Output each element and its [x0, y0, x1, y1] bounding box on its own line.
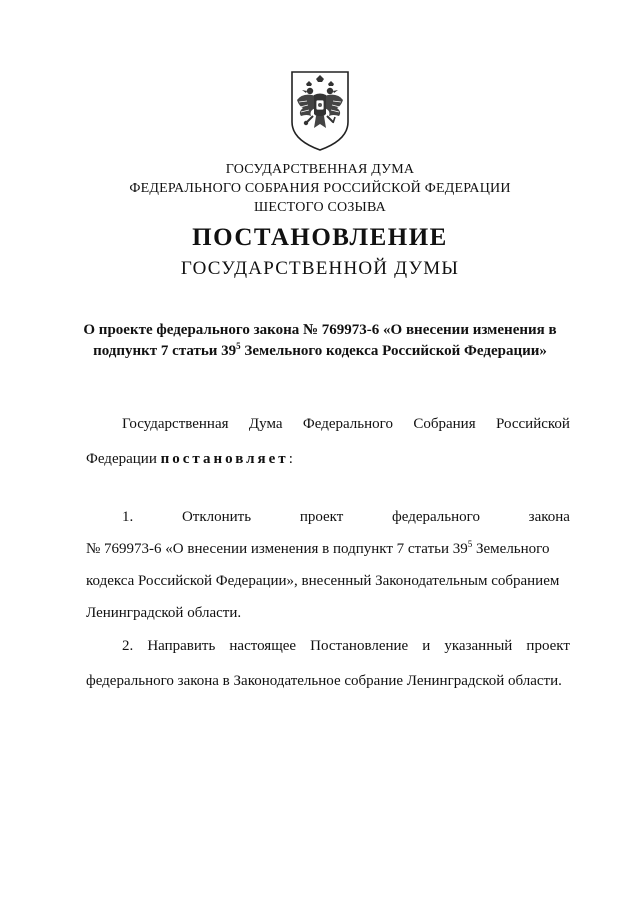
- double-headed-eagle-icon: [289, 70, 351, 152]
- subject-line-1: О проекте федерального закона № 769973-6 «О внесении изменения в: [83, 322, 557, 338]
- item-1-line-1: [122, 509, 570, 526]
- item-1-line-2: [86, 541, 570, 558]
- issuer-header: [0, 160, 640, 217]
- item-1-word: федерального: [392, 509, 480, 525]
- item-2-word: Направить: [147, 638, 216, 654]
- item-2-line-1: [122, 638, 570, 655]
- item-2-line-2: федерального закона в Законодательное собрание Ленинградской области.: [86, 673, 562, 689]
- item-2-word: Постановление: [310, 638, 409, 654]
- item-1-word: Отклонить: [181, 509, 252, 525]
- item-1-superscript: 5: [467, 539, 473, 549]
- item-2-word: указанный: [444, 638, 513, 654]
- header-line-state-duma: ГОСУДАРСТВЕННАЯ ДУМА: [225, 162, 415, 177]
- preamble-line-1: [122, 416, 570, 433]
- item-2-word: проект: [526, 638, 570, 654]
- item-2-word: настоящее: [229, 638, 297, 654]
- item-1-word: проект: [299, 509, 344, 525]
- subject-text-b: Земельного кодекса Российской Федерации»: [240, 343, 547, 359]
- resolution-subject: [60, 320, 580, 362]
- preamble-word: Государственная: [122, 416, 229, 432]
- item-1-text-b: Земельного: [472, 541, 550, 557]
- decree-verb: постановляет: [160, 451, 289, 467]
- preamble-word: Собрания: [413, 416, 476, 432]
- preamble-line-2: [86, 451, 570, 468]
- document-subtitle: ГОСУДАРСТВЕННОЙ ДУМЫ: [180, 258, 460, 279]
- preamble-colon: :: [288, 451, 293, 467]
- item-1-text-a: № 769973-6 «О внесении изменения в подпункт 7 статьи 39: [86, 541, 468, 557]
- subject-text-a: подпункт 7 статьи 39: [93, 343, 237, 359]
- item-1-line-4: Ленинградской области.: [86, 605, 242, 621]
- preamble-word: Дума: [248, 416, 283, 432]
- header-line-federal-assembly: ФЕДЕРАЛЬНОГО СОБРАНИЯ РОССИЙСКОЙ ФЕДЕРАЦИИ: [129, 181, 511, 196]
- preamble-word: Федерального: [302, 416, 393, 432]
- item-1-word: 1.: [122, 509, 134, 525]
- subject-line-2: [60, 341, 580, 362]
- document-title: ПОСТАНОВЛЕНИЕ: [192, 224, 448, 251]
- item-1-line-3: кодекса Российской Федерации», внесенный Законодательным собранием: [86, 573, 560, 589]
- item-2-word: и: [422, 638, 431, 654]
- item-1-word: закона: [528, 509, 570, 525]
- coat-of-arms-emblem: [289, 70, 351, 152]
- preamble-word: Российской: [496, 416, 570, 432]
- header-line-convocation: ШЕСТОГО СОЗЫВА: [254, 200, 386, 215]
- preamble-text: Федерации: [86, 451, 161, 467]
- item-2-word: 2.: [122, 638, 134, 654]
- subject-superscript: 5: [236, 341, 241, 351]
